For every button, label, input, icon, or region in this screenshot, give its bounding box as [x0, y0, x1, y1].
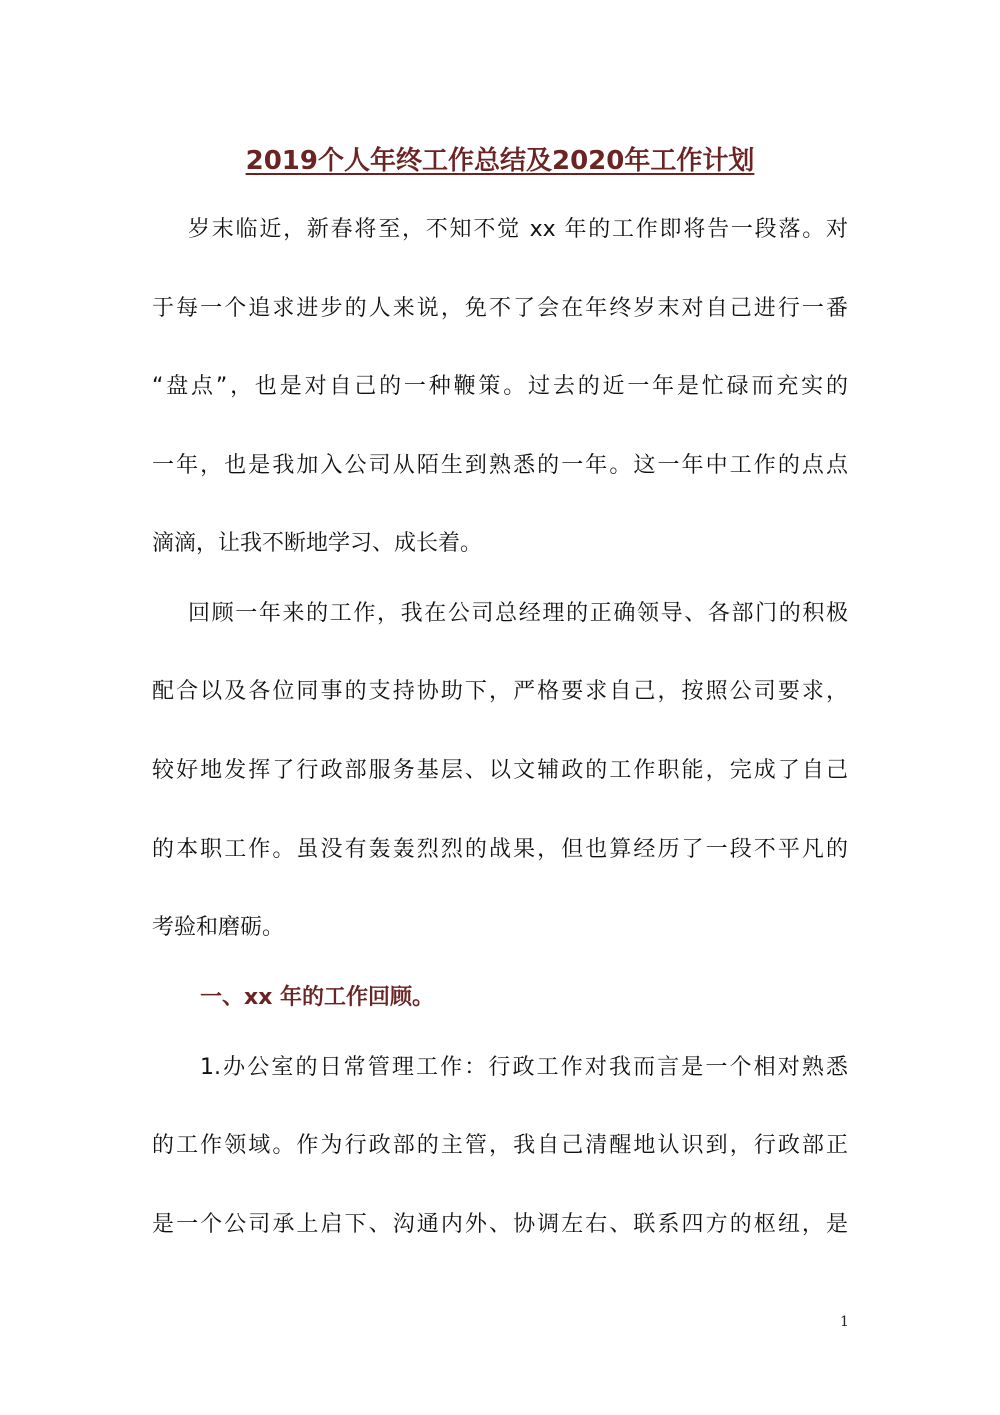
paragraph-1-line: 岁末临近，新春将至，不知不觉 xx 年的工作即将告一段落。对: [188, 217, 848, 242]
document-title: 2019个人年终工作总结及2020年工作计划: [245, 146, 755, 176]
paragraph-1-line: 一年，也是我加入公司从陌生到熟悉的一年。这一年中工作的点点: [152, 453, 848, 478]
page-number: 1: [840, 1314, 849, 1330]
paragraph-2-line: 配合以及各位同事的支持协助下，严格要求自己，按照公司要求，: [152, 679, 848, 704]
paragraph-3-line: 的工作领域。作为行政部的主管，我自己清醒地认识到，行政部正: [152, 1133, 848, 1158]
section-heading: 一、xx 年的工作回顾。: [200, 985, 435, 1010]
paragraph-2-line: 的本职工作。虽没有轰轰烈烈的战果，但也算经历了一段不平凡的: [152, 837, 848, 862]
paragraph-3-line: 1.办公室的日常管理工作：行政工作对我而言是一个相对熟悉: [200, 1055, 848, 1080]
paragraph-2-line: 较好地发挥了行政部服务基层、以文辅政的工作职能，完成了自己: [152, 758, 848, 783]
paragraph-2-line: 考验和磨砺。: [152, 915, 285, 940]
paragraph-1-line: 于每一个追求进步的人来说，免不了会在年终岁末对自己进行一番: [152, 296, 848, 321]
paragraph-3-line: 是一个公司承上启下、沟通内外、协调左右、联系四方的枢纽，是: [152, 1212, 848, 1237]
paragraph-1-line: “盘点”，也是对自己的一种鞭策。过去的近一年是忙碌而充实的: [152, 374, 848, 399]
paragraph-2-line: 回顾一年来的工作，我在公司总经理的正确领导、各部门的积极: [188, 601, 848, 626]
paragraph-1-line: 滴滴，让我不断地学习、成长着。: [152, 531, 483, 556]
